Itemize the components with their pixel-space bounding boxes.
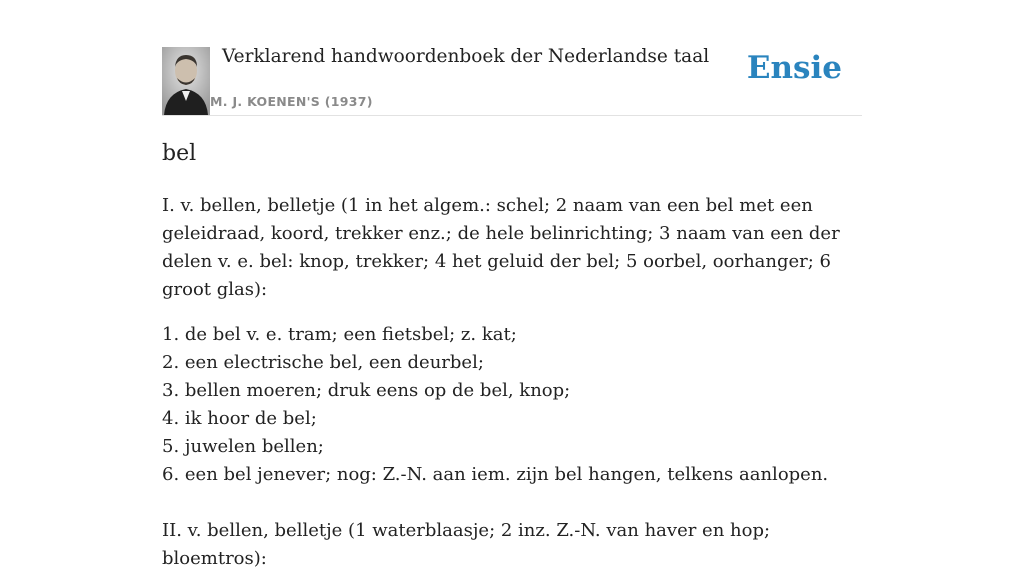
example-item: 4. ik hoor de bel;	[162, 408, 317, 429]
entry-content	[162, 138, 872, 573]
example-item: 1. de bel v. e. tram; een fietsbel; z. kat;	[162, 324, 517, 345]
example-item: 5. juwelen bellen;	[162, 436, 324, 457]
definition-sense-2: II. v. bellen, belletje (1 waterblaasje; 2 inz. Z.-N. van haver en hop; bloemtros):	[162, 520, 771, 569]
ensie-logo-link[interactable]: Ensie	[746, 50, 842, 86]
dictionary-title: Verklarend handwoordenboek der Nederlandse taal	[222, 46, 710, 67]
dictionary-edition: M. J. KOENEN'S (1937)	[210, 94, 373, 109]
author-portrait-icon	[162, 47, 210, 115]
example-item: 3. bellen moeren; druk eens op de bel, knop;	[162, 380, 571, 401]
site-header	[162, 40, 862, 116]
example-item: 2. een electrische bel, een deurbel;	[162, 352, 484, 373]
definition-sense-1: I. v. bellen, belletje (1 in het algem.: schel; 2 naam van een bel met een geleidraad, koord, trekker enz.; de hele belinrichting; 3 naam van een der delen v. e. bel: knop, trekker; 4 het geluid der bel; 5 oorbel, oorhanger; 6 groot glas):	[162, 195, 840, 300]
headword: bel	[162, 141, 197, 166]
example-list	[162, 321, 872, 489]
example-item: 6. een bel jenever; nog: Z.-N. aan iem. zijn bel hangen, telkens aanlopen.	[162, 464, 829, 485]
